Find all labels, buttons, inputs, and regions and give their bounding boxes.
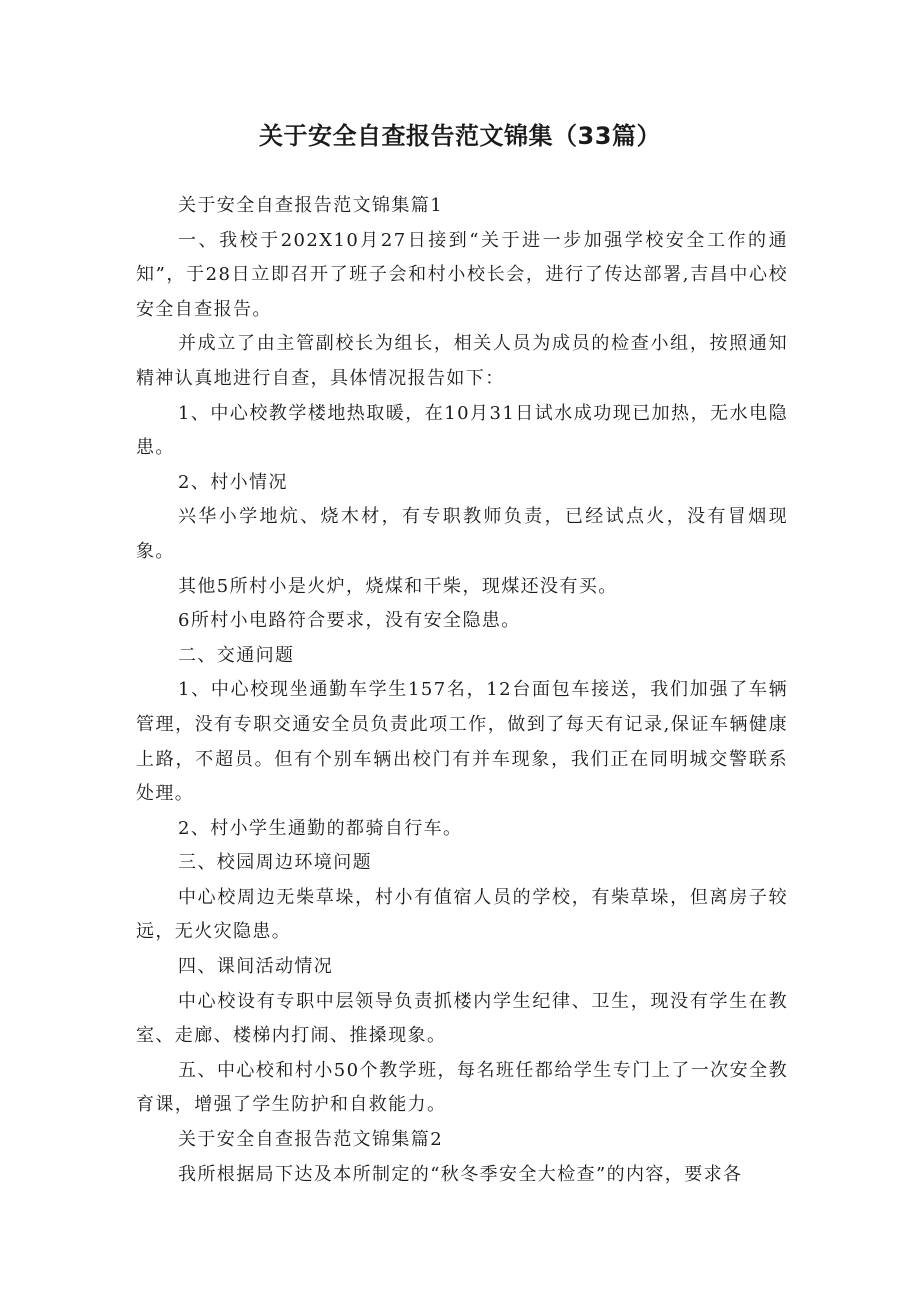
paragraph: 关于安全自查报告范文锦集篇1 — [178, 195, 444, 216]
paragraph: 2、村小学生通勤的都骑自行车。 — [178, 817, 463, 839]
paragraph: 其他5所村小是火炉，烧煤和干柴，现煤还没有买。 — [178, 575, 618, 597]
paragraph: 五、中心校和村小50个教学班，每名班任都给学生专门上了一次安全教育课，增强了学生防护和自救能力。 — [136, 1059, 788, 1116]
paragraph: 1、中心校教学楼地热取暖，在10月31日试水成功现已加热，无水电隐患。 — [136, 402, 788, 459]
paragraph: 6所村小电路符合要求，没有安全隐患。 — [178, 610, 521, 632]
paragraph: 兴华小学地炕、烧木材，有专职教师负责，已经试点火，没有冒烟现象。 — [136, 506, 788, 562]
paragraph: 中心校周边无柴草垛，村小有值宿人员的学校，有柴草垛，但离房子较远，无火灾隐患。 — [136, 886, 788, 943]
paragraph: 中心校设有专职中层领导负责抓楼内学生纪律、卫生，现没有学生在教室、走廊、楼梯内打闹、推搡现象。 — [136, 990, 788, 1047]
paragraph: 三、校园周边环境问题 — [178, 852, 372, 874]
paragraph: 2、村小情况 — [178, 471, 288, 493]
paragraph: 四、课间活动情况 — [178, 956, 334, 978]
paragraph: 二、交通问题 — [178, 644, 295, 666]
document-title: 关于安全自查报告范文锦集（33篇） — [259, 122, 661, 150]
paragraph: 并成立了由主管副校长为组长，相关人员为成员的检查小组，按照通知精神认真地进行自查，具体情况报告如下： — [136, 333, 788, 389]
paragraph: 一、我校于202X10月27日接到“关于进一步加强学校安全工作的通知”，于28日立即召开了班子会和村小校长会，进行了传达部署,吉昌中心校安全自查报告。 — [136, 229, 788, 320]
paragraph: 关于安全自查报告范文锦集篇2 — [178, 1129, 444, 1151]
document-body — [136, 189, 788, 1192]
paragraph: 1、中心校现坐通勤车学生157名，12台面包车接送，我们加强了车辆管理，没有专职交通安全员负责此项工作，做到了每天有记录,保证车辆健康上路，不超员。但有个别车辆出校门有并车现象，我们正在同明城交警联系处理。 — [136, 679, 788, 805]
paragraph: 我所根据局下达及本所制定的“秋冬季安全大检查”的内容，要求各 — [178, 1163, 743, 1185]
